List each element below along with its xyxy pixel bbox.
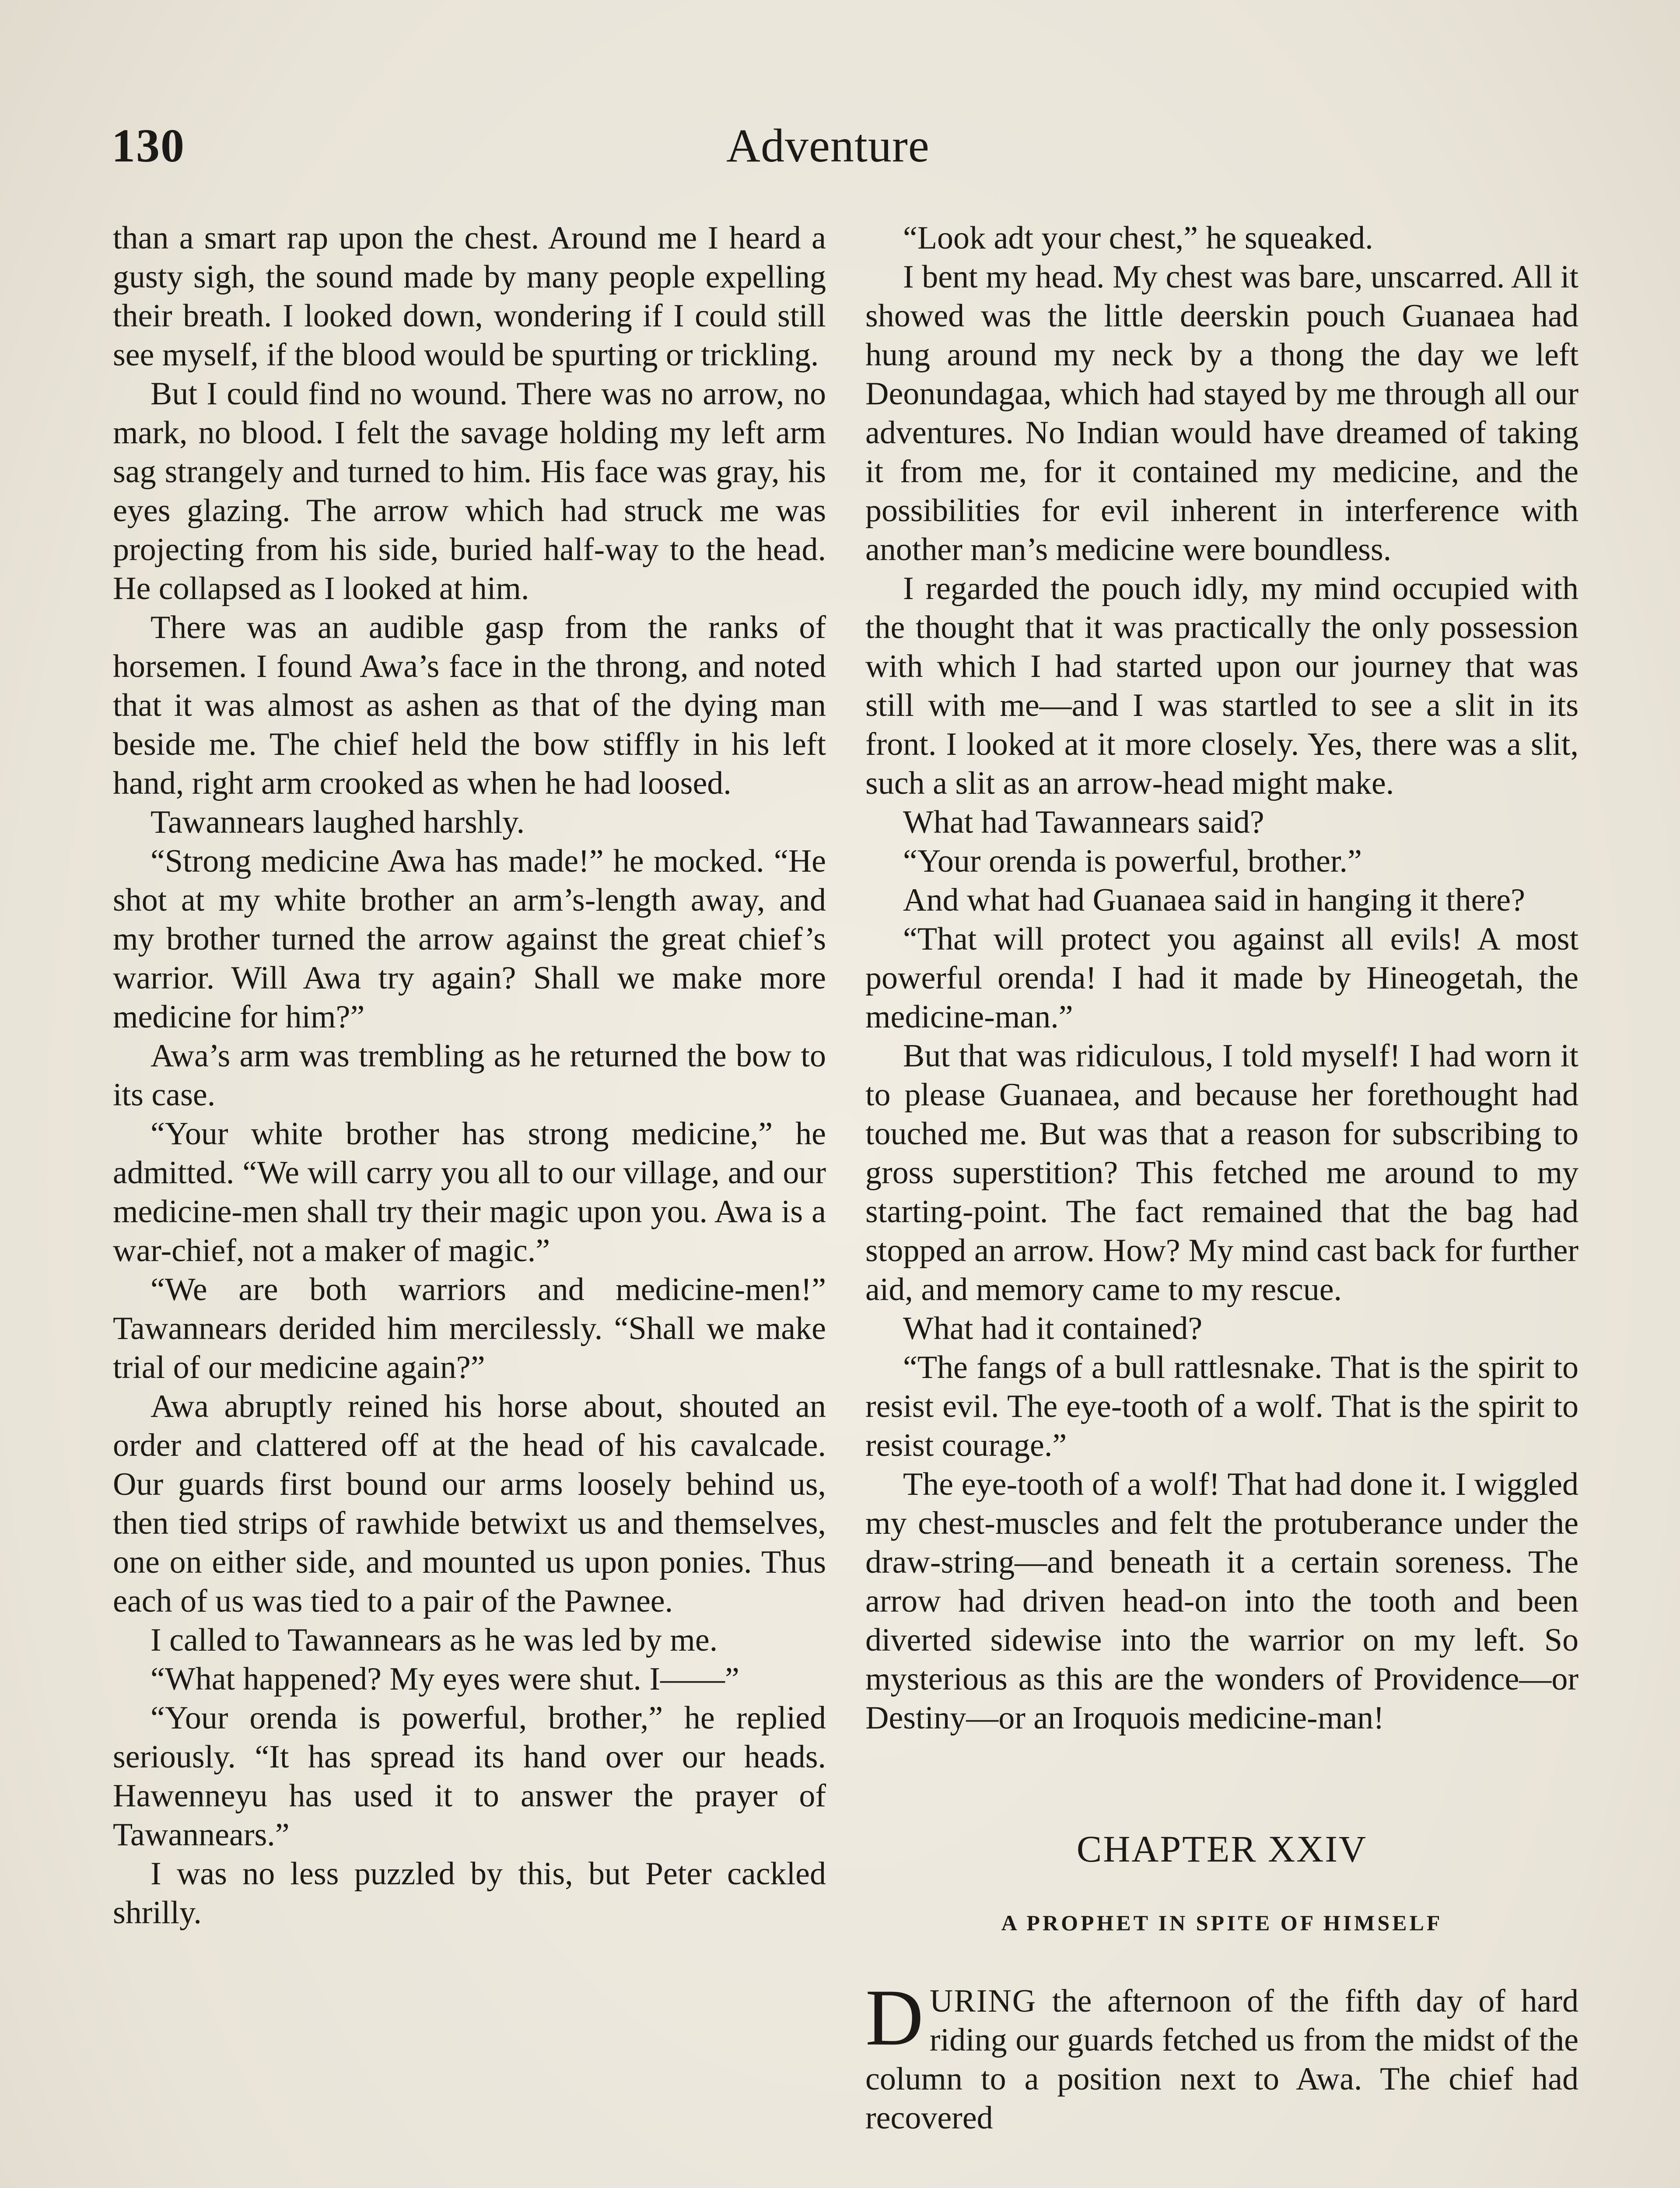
paragraph: But that was ridiculous, I told myself! I had worn it to please Guanaea, and because her forethought had touched me. But was that a reason for subscribing to gross superstition? This fetched me around to my starting-point. The fact remained that the bag had stopped an arrow. How? My mind cast back for further aid, and memory came to my rescue.	[865, 1038, 1578, 1308]
paragraph: “We are both warriors and medicine-men!” Tawannears derided him mercilessly. “Shall we make trial of our medicine again?”	[113, 1272, 826, 1385]
paragraph: What had Tawannears said?	[903, 804, 1264, 840]
running-head: Adventure	[726, 120, 930, 172]
paragraph: “Your orenda is powerful, brother.”	[903, 843, 1362, 879]
right-column	[865, 219, 1578, 2138]
paragraph: The eye-tooth of a wolf! That had done it. I wiggled my chest-muscles and felt the protuberance under the draw-string—and beneath it a certain soreness. The arrow had driven head-on into the tooth and been diverted sidewise into the warrior on my left. So mysterious as this are the wonders of Providence—or Destiny—or an Iroquois medicine-man!	[865, 1466, 1578, 1736]
paragraph: “The fangs of a bull rattlesnake. That is the spirit to resist evil. The eye-tooth of a wolf. That is the spirit to resist courage.”	[865, 1350, 1578, 1463]
paragraph: Awa’s arm was trembling as he returned the bow to its case.	[113, 1038, 826, 1113]
paragraph: “Your white brother has strong medicine,” he admitted. “We will carry you all to our village, and our medicine-men shall try their magic upon you. Awa is a war-chief, not a maker of magic.”	[113, 1116, 826, 1269]
paragraph: There was an audible gasp from the ranks of horsemen. I found Awa’s face in the throng, and noted that it was almost as ashen as that of the dying man beside me. The chief held the bow stiffly in his left hand, right arm crooked as when he had loosed.	[113, 610, 826, 801]
paragraph: I regarded the pouch idly, my mind occupied with the thought that it was practically the only possession with which I had started upon our journey that was still with me—and I was startled to see a slit in its front. I looked at it more closely. Yes, there was a slit, such a slit as an arrow-head might make.	[865, 571, 1578, 801]
paragraph: “What happened? My eyes were shut. I——”	[150, 1661, 739, 1697]
paragraph: Tawannears laughed harshly.	[150, 804, 525, 840]
chapter-opening-paragraph	[865, 1973, 1578, 2138]
page-number: 130	[112, 120, 185, 172]
paragraph: I bent my head. My chest was bare, unscarred. All it showed was the little deerskin pouch Guanaea had hung around my neck by a thong the day we left Deonundagaa, which had stayed by me through all our adventures. No Indian would have dreamed of taking it from me, for it contained my medicine, and the possibilities for evil inherent in interference with another man’s medicine were boundless.	[865, 259, 1578, 568]
paragraph: I called to Tawannears as he was led by me.	[150, 1622, 718, 1658]
drop-cap: D	[865, 1973, 924, 2062]
chapter-subtitle: A PROPHET IN SPITE OF HIMSELF	[1001, 1911, 1443, 1935]
paragraph: But I could find no wound. There was no arrow, no mark, no blood. I felt the savage holding my left arm sag strangely and turned to him. His face was gray, his eyes glazing. The arrow which had struck me was projecting from his side, buried half-way to the head. He collapsed as I looked at him.	[113, 376, 826, 607]
left-column	[113, 219, 826, 1932]
paragraph: What had it contained?	[903, 1311, 1203, 1346]
paragraph: “Strong medicine Awa has made!” he mocked. “He shot at my white brother an arm’s-length away, and my brother turned the arrow against the great chief’s warrior. Will Awa try again? Shall we make more medicine for him?”	[113, 843, 826, 1035]
chapter-title: CHAPTER XXIV	[1076, 1828, 1368, 1870]
paragraph: “That will protect you against all evils! A most powerful orenda! I had it made by Hineogetah, the medicine-man.”	[865, 921, 1578, 1035]
paragraph: Awa abruptly reined his horse about, shouted an order and clattered off at the head of his cavalcade. Our guards first bound our arms loosely behind us, then tied strips of rawhide betwixt us and themselves, one on either side, and mounted us upon ponies. Thus each of us was tied to a pair of the Pawnee.	[113, 1389, 826, 1619]
paragraph: than a smart rap upon the chest. Around me I heard a gusty sigh, the sound made by many people expelling their breath. I looked down, wondering if I could still see myself, if the blood would be spurting or trickling.	[113, 220, 826, 373]
paragraph: “Your orenda is powerful, brother,” he replied seriously. “It has spread its hand over our heads. Hawenneyu has used it to answer the prayer of Tawannears.”	[113, 1700, 826, 1853]
paragraph: And what had Guanaea said in hanging it there?	[903, 882, 1525, 918]
paragraph: “Look adt your chest,” he squeaked.	[903, 220, 1373, 256]
opening-smallcaps: URING	[929, 1983, 1037, 2019]
opening-text: the afternoon of the fifth day of hard riding our guards fetched us from the midst of the column to a position next to Awa. The chief had recovered	[865, 1983, 1578, 2136]
paragraph: I was no less puzzled by this, but Peter cackled shrilly.	[113, 1856, 826, 1931]
